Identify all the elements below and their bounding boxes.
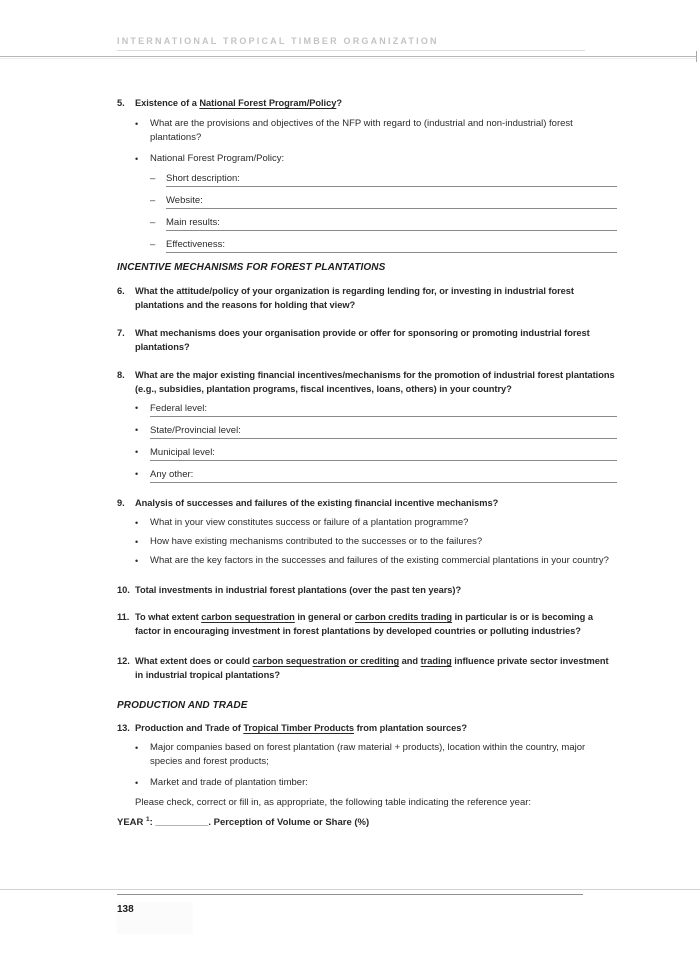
bullet-icon: • xyxy=(135,778,139,788)
section-heading-incentives: INCENTIVE MECHANISMS FOR FOREST PLANTATIONS xyxy=(117,262,386,273)
question-12-text xyxy=(135,654,617,682)
fill-in-line: Any other: xyxy=(150,468,617,483)
question-11 xyxy=(117,610,617,638)
question-12 xyxy=(117,654,617,682)
fill-in-line: Main results: xyxy=(166,216,617,231)
fill-in-line: Municipal level: xyxy=(150,446,617,461)
year-word: YEAR xyxy=(117,817,144,828)
bullet-text: What are the provisions and objectives of the NFP with regard to (industrial and non-industrial) forest plantations? xyxy=(150,118,573,143)
q11-text-segment: To what extent xyxy=(135,612,202,622)
page-number: 138 xyxy=(117,904,134,915)
footer-rule-light xyxy=(0,889,700,890)
q13-bullet-market-trade xyxy=(117,776,617,790)
q13-text-segment: Production and Trade of xyxy=(135,723,244,733)
question-8 xyxy=(117,368,617,396)
dash-icon: – xyxy=(150,239,156,250)
bullet-text: National Forest Program/Policy: xyxy=(150,153,285,164)
question-5-number: 5. xyxy=(117,98,125,108)
question-13-number: 13. xyxy=(117,723,130,733)
year-blank-line: __________ xyxy=(155,817,209,828)
q12-underlined-trading: trading xyxy=(420,656,452,666)
table-instruction-note: Please check, correct or fill in, as appropriate, the following table indicating the reference year: xyxy=(135,797,532,808)
fill-in-line: Website: xyxy=(166,194,617,209)
dash-icon: – xyxy=(150,217,156,228)
question-13-text xyxy=(135,721,617,735)
question-9 xyxy=(117,496,617,510)
q11-underlined-carbon-sequestration: carbon sequestration xyxy=(201,612,295,622)
q13-bullet-major-companies xyxy=(117,741,617,769)
bullet-icon: • xyxy=(135,119,139,129)
bullet-text: What in your view constitutes success or failure of a plantation programme? xyxy=(150,517,469,528)
bullet-icon: • xyxy=(135,556,139,566)
question-6 xyxy=(117,284,617,312)
q9-bullet-mechanism-contribution xyxy=(117,535,617,549)
q5-field-main-results xyxy=(117,216,617,231)
bullet-text: Major companies based on forest plantation (raw material + products), location within the country, major species and forest products; xyxy=(150,742,586,767)
question-5-title-pre: Existence of a xyxy=(135,98,200,108)
org-title-underline xyxy=(117,50,585,51)
q5-field-effectiveness xyxy=(117,238,617,253)
questionnaire-content xyxy=(117,90,617,830)
q11-text-segment: in particular is or is becoming a factor in encouraging investment in forest plantations by developed countries or polluting industries? xyxy=(135,612,593,636)
bullet-text: What are the key factors in the successes and failures of the existing commercial plantations in your country? xyxy=(150,555,609,566)
question-7 xyxy=(117,326,617,354)
fill-in-line: Federal level: xyxy=(150,402,617,417)
bullet-icon: • xyxy=(135,743,139,753)
bullet-icon: • xyxy=(135,425,139,435)
question-10-number: 10. xyxy=(117,585,130,595)
question-5 xyxy=(117,96,617,110)
header-rule xyxy=(0,56,697,57)
q5-bullet-nfp-provisions xyxy=(117,117,617,145)
footer-rule-dark xyxy=(117,894,583,895)
bullet-text: Market and trade of plantation timber: xyxy=(150,777,308,788)
q13-text-segment: from plantation sources? xyxy=(354,723,467,733)
question-9-number: 9. xyxy=(117,498,125,508)
bullet-text: How have existing mechanisms contributed to the successes or to the failures? xyxy=(150,536,483,547)
question-5-title xyxy=(135,96,617,110)
question-13 xyxy=(117,721,617,735)
q8-field-any-other xyxy=(117,468,617,483)
bullet-icon: • xyxy=(135,537,139,547)
question-5-title-post: ? xyxy=(336,98,342,108)
q13-underlined-tropical-timber-products: Tropical Timber Products xyxy=(243,723,355,733)
question-12-number: 12. xyxy=(117,656,130,666)
q12-text-segment: and xyxy=(399,656,421,666)
q9-bullet-success-definition xyxy=(117,516,617,530)
question-9-text: Analysis of successes and failures of the existing financial incentive mechanisms? xyxy=(135,498,499,508)
q5-field-short-description xyxy=(117,172,617,187)
footnote-marker: 1 xyxy=(146,815,150,823)
section-heading-production: PRODUCTION AND TRADE xyxy=(117,700,248,711)
question-11-number: 11. xyxy=(117,612,130,622)
q5-field-website xyxy=(117,194,617,209)
question-5-title-underlined: National Forest Program/Policy xyxy=(199,98,337,108)
header-rule-tick xyxy=(696,51,697,62)
question-10 xyxy=(117,583,617,597)
question-6-number: 6. xyxy=(117,286,125,296)
question-7-number: 7. xyxy=(117,328,125,338)
q12-text-segment: What extent does or could xyxy=(135,656,253,666)
year-line xyxy=(117,816,617,830)
dash-icon: – xyxy=(150,173,156,184)
q11-underlined-carbon-credits-trading: carbon credits trading xyxy=(355,612,453,622)
question-6-text: What the attitude/policy of your organization is regarding lending for, or investing in industrial forest plantations and the reasons for holding that view? xyxy=(135,286,574,310)
q8-field-federal xyxy=(117,402,617,417)
dash-icon: – xyxy=(150,195,156,206)
q9-bullet-key-factors xyxy=(117,554,617,568)
question-8-text: What are the major existing financial incentives/mechanisms for the promotion of industrial forest plantations (e.g., subsidies, plantation programs, fiscal incentives, loans, others) in your country? xyxy=(135,370,615,394)
fill-in-line: Effectiveness: xyxy=(166,238,617,253)
year-line-rest: . Perception of Volume or Share (%) xyxy=(208,817,370,828)
fill-in-line: Short description: xyxy=(166,172,617,187)
q11-text-segment: in general or xyxy=(294,612,355,622)
fill-in-line: State/Provincial level: xyxy=(150,424,617,439)
bullet-icon: • xyxy=(135,518,139,528)
q12-underlined-sequestration-crediting: carbon sequestration or crediting xyxy=(252,656,400,666)
org-title: INTERNATIONAL TROPICAL TIMBER ORGANIZATION xyxy=(117,36,439,46)
bullet-icon: • xyxy=(135,403,139,413)
q12-text-segment: influence private sector investment in industrial tropical plantations? xyxy=(135,656,609,680)
q5-bullet-nfp xyxy=(117,152,617,166)
bullet-icon: • xyxy=(135,447,139,457)
year-separator: : xyxy=(149,817,156,828)
question-11-text xyxy=(135,610,617,638)
question-7-text: What mechanisms does your organisation provide or offer for sponsoring or promoting industrial forest plantations? xyxy=(135,328,590,352)
q8-field-state xyxy=(117,424,617,439)
bullet-icon: • xyxy=(135,154,139,164)
question-8-number: 8. xyxy=(117,370,125,380)
bullet-icon: • xyxy=(135,469,139,479)
q8-field-municipal xyxy=(117,446,617,461)
question-10-text: Total investments in industrial forest plantations (over the past ten years)? xyxy=(135,585,462,595)
